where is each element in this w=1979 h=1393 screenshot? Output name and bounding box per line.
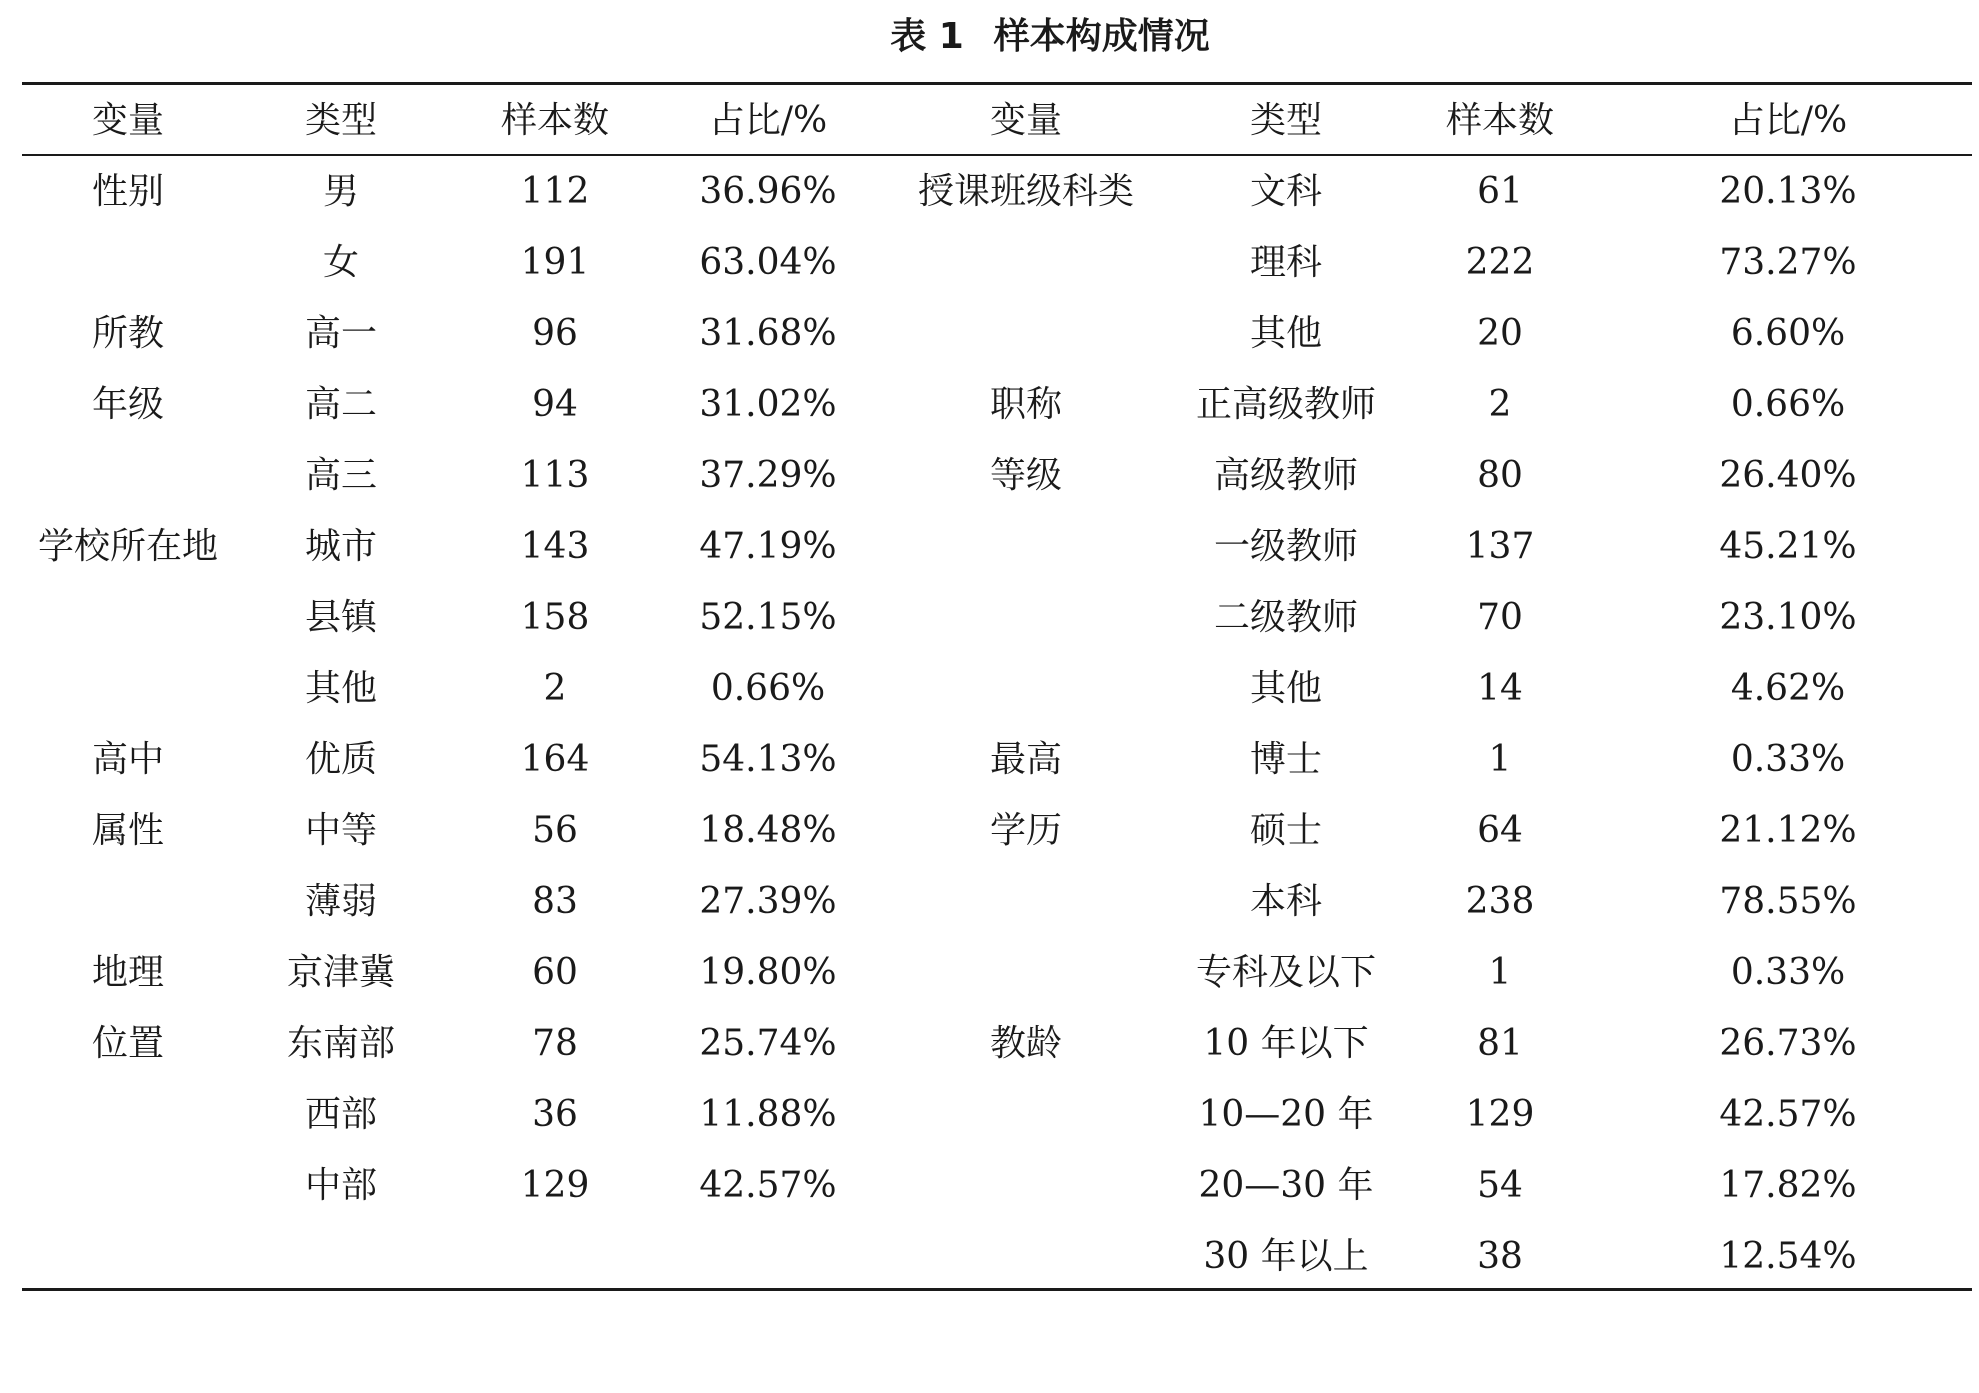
cell-percentage: 52.15%	[699, 597, 837, 638]
cell-sample-count: 78	[532, 1023, 578, 1064]
cell-percentage-right: 26.40%	[1719, 455, 1857, 496]
cell-percentage-right: 23.10%	[1719, 597, 1857, 638]
cell-variable-right: 等级	[989, 455, 1063, 496]
cell-type-right: 二级教师	[1213, 597, 1359, 638]
cell-type: 高一	[304, 313, 378, 354]
cell-sample-count: 113	[520, 455, 590, 496]
cell-percentage-right: 4.62%	[1730, 668, 1846, 709]
cell-sample-count-right: 64	[1477, 810, 1523, 851]
cell-percentage: 37.29%	[699, 455, 837, 496]
cell-type-right: 10 年以下	[1203, 1023, 1369, 1064]
bottom-rule	[22, 1288, 1972, 1291]
cell-type-right: 文科	[1249, 171, 1323, 212]
table-caption	[0, 12, 1979, 62]
cell-percentage-right: 26.73%	[1719, 1023, 1857, 1064]
cell-type-right: 硕士	[1249, 810, 1323, 851]
cell-percentage-right: 0.33%	[1730, 952, 1846, 993]
cell-sample-count-right: 20	[1477, 313, 1523, 354]
cell-percentage: 63.04%	[699, 242, 837, 283]
cell-percentage: 27.39%	[699, 881, 837, 922]
cell-sample-count-right: 1	[1488, 952, 1512, 993]
cell-percentage-right: 12.54%	[1719, 1236, 1857, 1277]
cell-sample-count-right: 222	[1465, 242, 1535, 283]
cell-sample-count: 112	[520, 171, 590, 212]
cell-sample-count: 56	[532, 810, 578, 851]
cell-sample-count: 129	[520, 1165, 590, 1206]
cell-variable-right: 最高	[989, 739, 1063, 780]
cell-sample-count-right: 81	[1477, 1023, 1523, 1064]
cell-type-right: 理科	[1249, 242, 1323, 283]
cell-sample-count-right: 61	[1477, 171, 1523, 212]
top-rule	[22, 82, 1972, 85]
cell-type-right: 高级教师	[1213, 455, 1359, 496]
cell-sample-count-right: 70	[1477, 597, 1523, 638]
cell-variable: 学校所在地	[37, 526, 219, 567]
header-rule	[22, 154, 1972, 156]
header-type-right: 类型	[1249, 100, 1323, 141]
cell-type-right: 一级教师	[1213, 526, 1359, 567]
cell-type: 优质	[304, 739, 378, 780]
cell-sample-count-right: 1	[1488, 739, 1512, 780]
cell-percentage: 19.80%	[699, 952, 837, 993]
cell-variable: 高中	[91, 739, 165, 780]
cell-percentage: 36.96%	[699, 171, 837, 212]
cell-percentage: 0.66%	[710, 668, 826, 709]
cell-percentage: 42.57%	[699, 1165, 837, 1206]
cell-type-right: 正高级教师	[1195, 384, 1377, 425]
cell-sample-count: 96	[532, 313, 578, 354]
cell-sample-count: 158	[520, 597, 590, 638]
cell-type: 城市	[304, 526, 378, 567]
cell-percentage-right: 6.60%	[1730, 313, 1846, 354]
cell-percentage-right: 45.21%	[1719, 526, 1857, 567]
cell-variable: 位置	[91, 1023, 165, 1064]
cell-variable: 属性	[91, 810, 165, 851]
cell-percentage: 31.02%	[699, 384, 837, 425]
cell-sample-count-right: 80	[1477, 455, 1523, 496]
cell-sample-count: 60	[532, 952, 578, 993]
cell-type: 京津冀	[286, 952, 396, 993]
cell-sample-count-right: 238	[1465, 881, 1535, 922]
cell-percentage: 54.13%	[699, 739, 837, 780]
cell-type: 县镇	[304, 597, 378, 638]
cell-percentage-right: 78.55%	[1719, 881, 1857, 922]
cell-sample-count: 36	[532, 1094, 578, 1135]
cell-sample-count-right: 38	[1477, 1236, 1523, 1277]
cell-sample-count: 2	[543, 668, 567, 709]
cell-sample-count-right: 54	[1477, 1165, 1523, 1206]
cell-variable-right: 授课班级科类	[917, 171, 1135, 212]
cell-percentage-right: 20.13%	[1719, 171, 1857, 212]
header-sample-count-right: 样本数	[1445, 100, 1555, 141]
cell-percentage-right: 42.57%	[1719, 1094, 1857, 1135]
header-variable: 变量	[91, 100, 165, 141]
cell-type: 东南部	[286, 1023, 396, 1064]
cell-type: 西部	[304, 1094, 378, 1135]
cell-variable-right: 学历	[989, 810, 1063, 851]
cell-sample-count: 143	[520, 526, 590, 567]
cell-type: 中部	[304, 1165, 378, 1206]
cell-type-right: 博士	[1249, 739, 1323, 780]
cell-sample-count-right: 137	[1465, 526, 1535, 567]
cell-type: 其他	[304, 668, 378, 709]
cell-percentage-right: 17.82%	[1719, 1165, 1857, 1206]
cell-variable: 年级	[91, 384, 165, 425]
cell-type: 高三	[304, 455, 378, 496]
cell-sample-count: 83	[532, 881, 578, 922]
cell-percentage: 47.19%	[699, 526, 837, 567]
cell-percentage: 31.68%	[699, 313, 837, 354]
cell-sample-count: 191	[520, 242, 590, 283]
cell-type-right: 20—30 年	[1198, 1165, 1374, 1206]
cell-sample-count-right: 2	[1488, 384, 1512, 425]
cell-sample-count: 94	[532, 384, 578, 425]
header-percentage-right: 占比/%	[1728, 100, 1848, 141]
cell-variable: 性别	[91, 171, 165, 212]
cell-type-right: 30 年以上	[1203, 1236, 1369, 1277]
header-percentage: 占比/%	[708, 100, 828, 141]
cell-variable: 所教	[91, 313, 165, 354]
cell-variable-right: 职称	[989, 384, 1063, 425]
header-sample-count: 样本数	[500, 100, 610, 141]
cell-percentage-right: 73.27%	[1719, 242, 1857, 283]
cell-type: 薄弱	[304, 881, 378, 922]
cell-sample-count-right: 14	[1477, 668, 1523, 709]
cell-type-right: 专科及以下	[1195, 952, 1377, 993]
cell-type-right: 本科	[1249, 881, 1323, 922]
cell-variable: 地理	[91, 952, 165, 993]
cell-type: 中等	[304, 810, 378, 851]
cell-type: 男	[322, 171, 360, 212]
header-variable-right: 变量	[989, 100, 1063, 141]
cell-percentage-right: 0.66%	[1730, 384, 1846, 425]
cell-type-right: 10—20 年	[1198, 1094, 1374, 1135]
cell-type-right: 其他	[1249, 313, 1323, 354]
header-type: 类型	[304, 100, 378, 141]
cell-sample-count-right: 129	[1465, 1094, 1535, 1135]
cell-percentage: 11.88%	[699, 1094, 837, 1135]
cell-percentage: 25.74%	[699, 1023, 837, 1064]
cell-type-right: 其他	[1249, 668, 1323, 709]
cell-percentage-right: 21.12%	[1719, 810, 1857, 851]
cell-variable-right: 教龄	[989, 1023, 1063, 1064]
table-number: 表 1	[890, 16, 964, 57]
cell-percentage: 18.48%	[699, 810, 837, 851]
cell-type: 女	[322, 242, 360, 283]
cell-sample-count: 164	[520, 739, 590, 780]
cell-percentage-right: 0.33%	[1730, 739, 1846, 780]
cell-type: 高二	[304, 384, 378, 425]
table-title: 样本构成情况	[993, 16, 1210, 57]
